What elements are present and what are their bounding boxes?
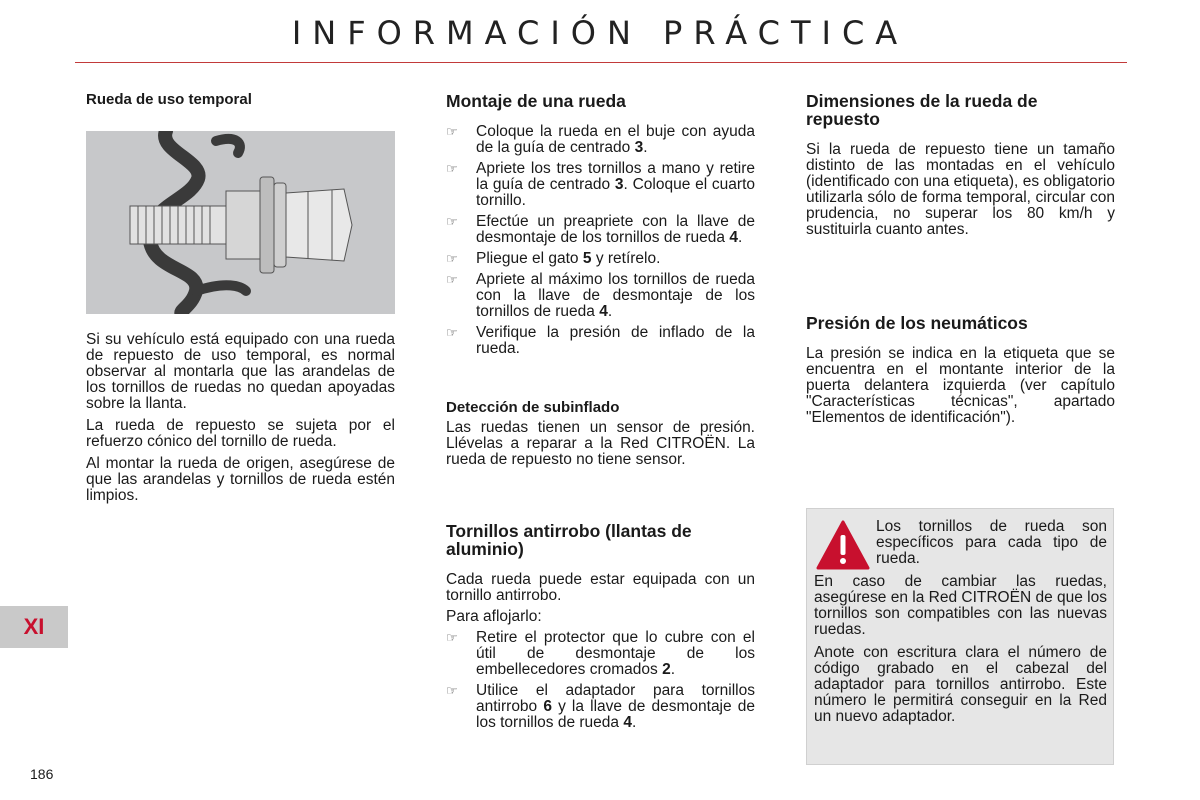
column-wheel-mounting [446,92,755,357]
paragraph: La presión se indica en la etiqueta que se encuentra en el montante interior de la puerta delantera izquierda (ver capítulo "Características técnicas", apartado "Elementos de identificación"). [806,345,1115,426]
paragraph: Cada rueda puede estar equipada con un tornillo antirrobo. [446,571,755,604]
wheel-bolt-icon [86,131,395,314]
section-heading-temporary-wheel: Rueda de uso temporal [86,91,252,108]
pointing-hand-icon: ☞ [446,214,458,229]
pointing-hand-icon: ☞ [446,272,458,287]
list-item: ☞ Apriete al máximo los tornillos de rueda con la llave de desmontaje de los tornillos de rueda 4. [446,271,755,320]
underinflation-section [446,400,755,468]
pointing-hand-icon: ☞ [446,683,458,698]
warning-paragraph: En caso de cambiar las ruedas, asegúrese en la Red CITROËN de que los tornillos son compatibles con las nuevas ruedas. [814,573,1107,638]
warning-box [806,508,1114,765]
paragraph: Si su vehículo está equipado con una rueda de repuesto de uso temporal, es normal observar al montarla que las arandelas de los tornillos de ruedas no quedan apoyadas sobre la llanta. [86,331,395,412]
tyre-pressure-section [806,314,1115,426]
column-spare-wheel [806,92,1115,238]
page-title: INFORMACIÓN PRÁCTICA [291,14,909,52]
section-heading-wheel-mounting: Montaje de una rueda [446,91,626,111]
paragraph: Las ruedas tienen un sensor de presión. Llévelas a reparar a la Red CITROËN. La rueda de repuesto no tiene sensor. [446,419,755,468]
pointing-hand-icon: ☞ [446,325,458,340]
section-heading-tyre-pressure: Presión de los neumáticos [806,313,1028,333]
warning-paragraph: Anote con escritura clara el número de código grabado en el cabezal del adaptador para tornillos antirrobo. Este número le permitirá conseguir en la Red un nuevo adaptador. [814,644,1107,725]
warning-paragraph: Los tornillos de rueda son específicos para cada tipo de rueda. [876,518,1107,567]
wheel-bolt-illustration [86,131,395,314]
paragraph: Si la rueda de repuesto tiene un tamaño distinto de las montadas en el vehículo (identificado con una etiqueta), es obligatorio utilizarla sólo de forma temporal, circular con prudencia, no superar los 80 km/h y sustituirla cuanto antes. [806,141,1115,238]
list-item: ☞ Efectúe un preapriete con la llave de desmontaje de los tornillos de rueda 4. [446,213,755,246]
column-temporary-wheel [86,92,395,108]
title-divider [75,62,1127,63]
list-item: ☞ Verifique la presión de inflado de la rueda. [446,324,755,357]
section-heading-antitheft-bolts: Tornillos antirrobo (llantas de aluminio) [446,521,692,559]
page-number: 186 [30,766,54,782]
temporary-wheel-text [86,332,395,504]
subheading-underinflation: Detección de subinflado [446,399,620,416]
section-heading-spare-dimensions: Dimensiones de la rueda de repuesto [806,91,1038,129]
paragraph: Para aflojarlo: [446,608,542,625]
list-item: ☞ Retire el protector que lo cubre con el útil de desmontaje de los embellecedores cromados 2. [446,629,755,678]
paragraph: Al montar la rueda de origen, asegúrese de que las arandelas y tornillos de rueda estén limpios. [86,455,395,504]
list-item: ☞ Utilice el adaptador para tornillos antirrobo 6 y la llave de desmontaje de los tornillos de rueda 4. [446,682,755,731]
warning-icon [816,519,870,571]
pointing-hand-icon: ☞ [446,124,458,139]
list-item: ☞ Coloque la rueda en el buje con ayuda de la guía de centrado 3. [446,123,755,156]
pointing-hand-icon: ☞ [446,251,458,266]
chapter-tab[interactable]: XI [0,606,68,648]
pointing-hand-icon: ☞ [446,161,458,176]
paragraph: La rueda de repuesto se sujeta por el refuerzo cónico del tornillo de rueda. [86,417,395,450]
pointing-hand-icon: ☞ [446,630,458,645]
antitheft-bolts-section [446,522,755,731]
list-item: ☞ Apriete los tres tornillos a mano y retire la guía de centrado 3. Coloque el cuarto tornillo. [446,160,755,209]
list-item: ☞ Pliegue el gato 5 y retírelo. [446,250,661,267]
